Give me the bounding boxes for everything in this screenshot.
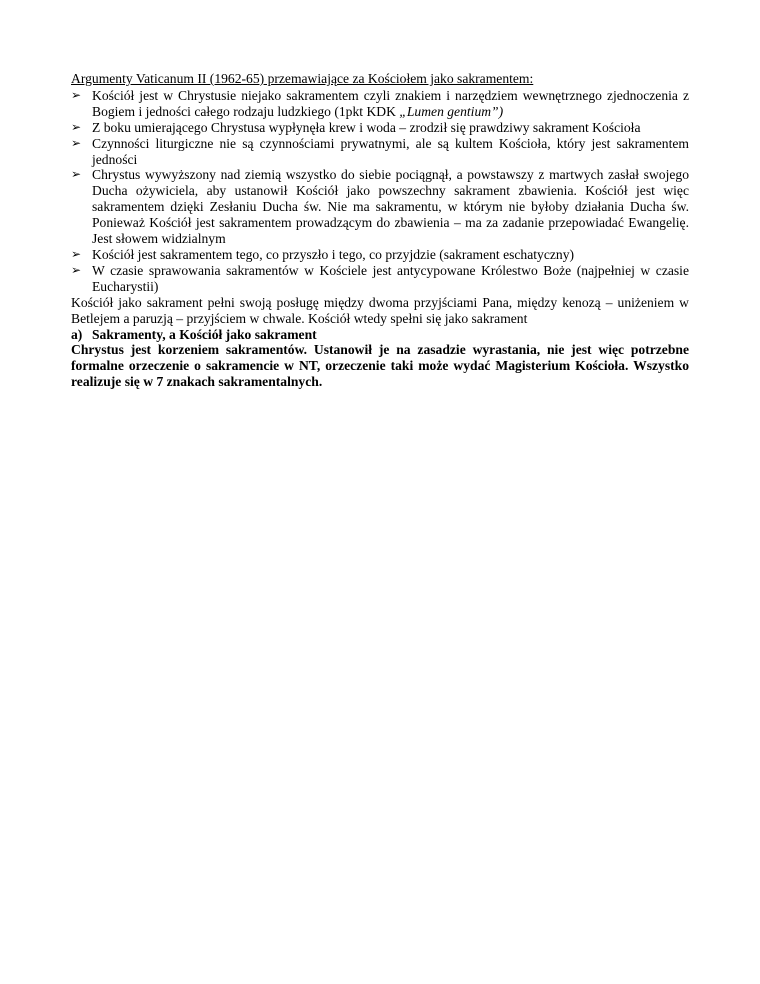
arrowhead-bullet-icon: ➢ <box>71 87 82 102</box>
arrowhead-bullet-icon: ➢ <box>71 262 82 277</box>
section-heading: Argumenty Vaticanum II (1962-65) przemawiające za Kościołem jako sakramentem: <box>71 71 534 86</box>
body-paragraph: Kościół jako sakrament pełni swoją posługę między dwoma przyjściami Pana, między kenozą – uniżeniem w Betlejem a paruzją – przyjściem w chwale. Kościół wtedy spełni się jako sakrament <box>71 294 689 326</box>
list-item <box>71 263 689 295</box>
list-item <box>71 167 689 247</box>
bold-paragraph: Chrystus jest korzeniem sakramentów. Ustanowił je na zasadzie wyrastania, nie jest więc potrzebne formalne orzeczenie o sakramencie w NT, orzeczenie taki może wydać Magisterium Kościoła. Wszystko realizuje się w 7 znakach sakramentalnych. <box>71 342 689 390</box>
subsection-title: Sakramenty, a Kościół jako sakrament <box>92 326 317 342</box>
document-page <box>71 71 689 390</box>
subsection-heading <box>71 327 689 343</box>
list-item-italic: „Lumen gentium”) <box>399 103 504 119</box>
list-item <box>71 136 689 168</box>
list-item-text: Kościół jest sakramentem tego, co przyszło i tego, co przyjdzie (sakrament eschatyczny) <box>92 246 575 262</box>
list-item <box>71 88 689 120</box>
subsection-letter: a) <box>71 326 83 342</box>
list-item <box>71 120 689 136</box>
list-item <box>71 247 689 263</box>
argument-list <box>71 88 689 295</box>
list-item-text: Chrystus wywyższony nad ziemią wszystko do siebie pociągnął, a powstawszy z martwych zasłał swojego Ducha ożywiciela, aby ustanowił Kościół jako powszechny sakrament zbawienia. Kościół jest więc sakramentem dzięki Zesłaniu Ducha św. Nie ma sakramentu, w którym nie byłoby działania Ducha św. Ponieważ Kościół jest sakramentem prowadzącym do zbawienia – ma za zadanie przepowiadać Ewangelię. Jest słowem widzialnym <box>92 167 689 247</box>
list-item-text: W czasie sprawowania sakramentów w Kościele jest antycypowane Królestwo Boże (najpełniej w czasie Eucharystii) <box>92 262 689 294</box>
arrowhead-bullet-icon: ➢ <box>71 119 82 134</box>
arrowhead-bullet-icon: ➢ <box>71 167 82 182</box>
arrowhead-bullet-icon: ➢ <box>71 246 82 261</box>
list-item-text: Czynności liturgiczne nie są czynnościami prywatnymi, ale są kultem Kościoła, który jest sakramentem jedności <box>92 135 689 167</box>
list-item-text: Kościół jest w Chrystusie niejako sakramentem czyli znakiem i narzędziem wewnętrznego zjednoczenia z Bogiem i jedności całego rodzaju ludzkiego (1pkt KDK <box>92 87 689 119</box>
arrowhead-bullet-icon: ➢ <box>71 135 82 150</box>
list-item-text: Z boku umierającego Chrystusa wypłynęła krew i woda – zrodził się prawdziwy sakrament Kościoła <box>92 119 641 135</box>
